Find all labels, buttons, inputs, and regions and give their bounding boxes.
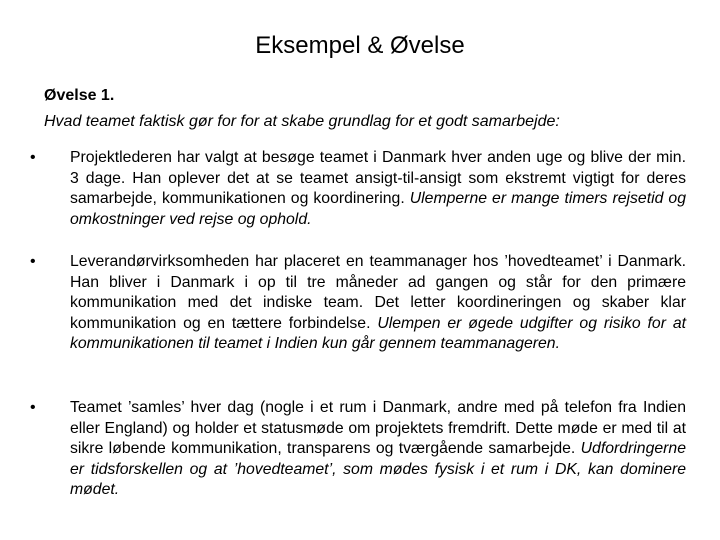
bullet-text [70,398,686,501]
bullet-item-daily-meeting [30,398,686,501]
exercise-question: Hvad teamet faktisk gør for for at skabe grundlag for et godt samarbejde: [44,113,560,130]
slide-title: Eksempel & Øvelse [255,32,465,59]
bullet-body: Projektlederen har valgt at besøge teamet i Danmark hver anden uge og blive der min. 3 dage. Han oplever det at se teamet ansigt-til-ansigt som ekstremt vigtigt for deres samarbejde, kommunikationen og koordinering. [70,149,686,207]
bullet-item-project-leader [30,148,686,230]
bullet-body: Teamet ’samles’ hver dag (nogle i et rum i Danmark, andre med på telefon fra Indien eller England) og holder et statusmøde om projektets fremdrift. Dette møde er med til at sikre løbende kommunikation, transparens og tværgående samarbejde. [70,399,686,457]
bullet-emphasis: Ulempen er øgede udgifter og risiko for at kommunikationen til teamet i Indien kun går gennem teammanageren. [70,314,686,352]
bullet-item-supplier [30,252,686,355]
bullet-text [70,148,686,230]
bullet-emphasis: Ulemperne er mange timers rejsetid og omkostninger ved rejse og ophold. [70,190,686,228]
exercise-heading: Øvelse 1. [44,87,115,104]
bullet-text [70,252,686,355]
bullet-emphasis: Udfordringerne er tidsforskellen og at ’hovedteamet’, som mødes fysisk i et rum i DK, kan dominere mødet. [70,440,686,498]
bullet-icon: • [30,399,36,416]
bullet-icon: • [30,149,36,166]
bullet-icon: • [30,253,36,270]
bullet-body: Leverandørvirksomheden har placeret en teammanager hos ’hovedteamet’ i Danmark. Han bliver i Danmark i op til tre måneder ad gangen og står for den primære kommunikation med det indiske team. Det letter koordineringen og skaber klar kommunikation og en tættere forbindelse. [70,253,686,332]
